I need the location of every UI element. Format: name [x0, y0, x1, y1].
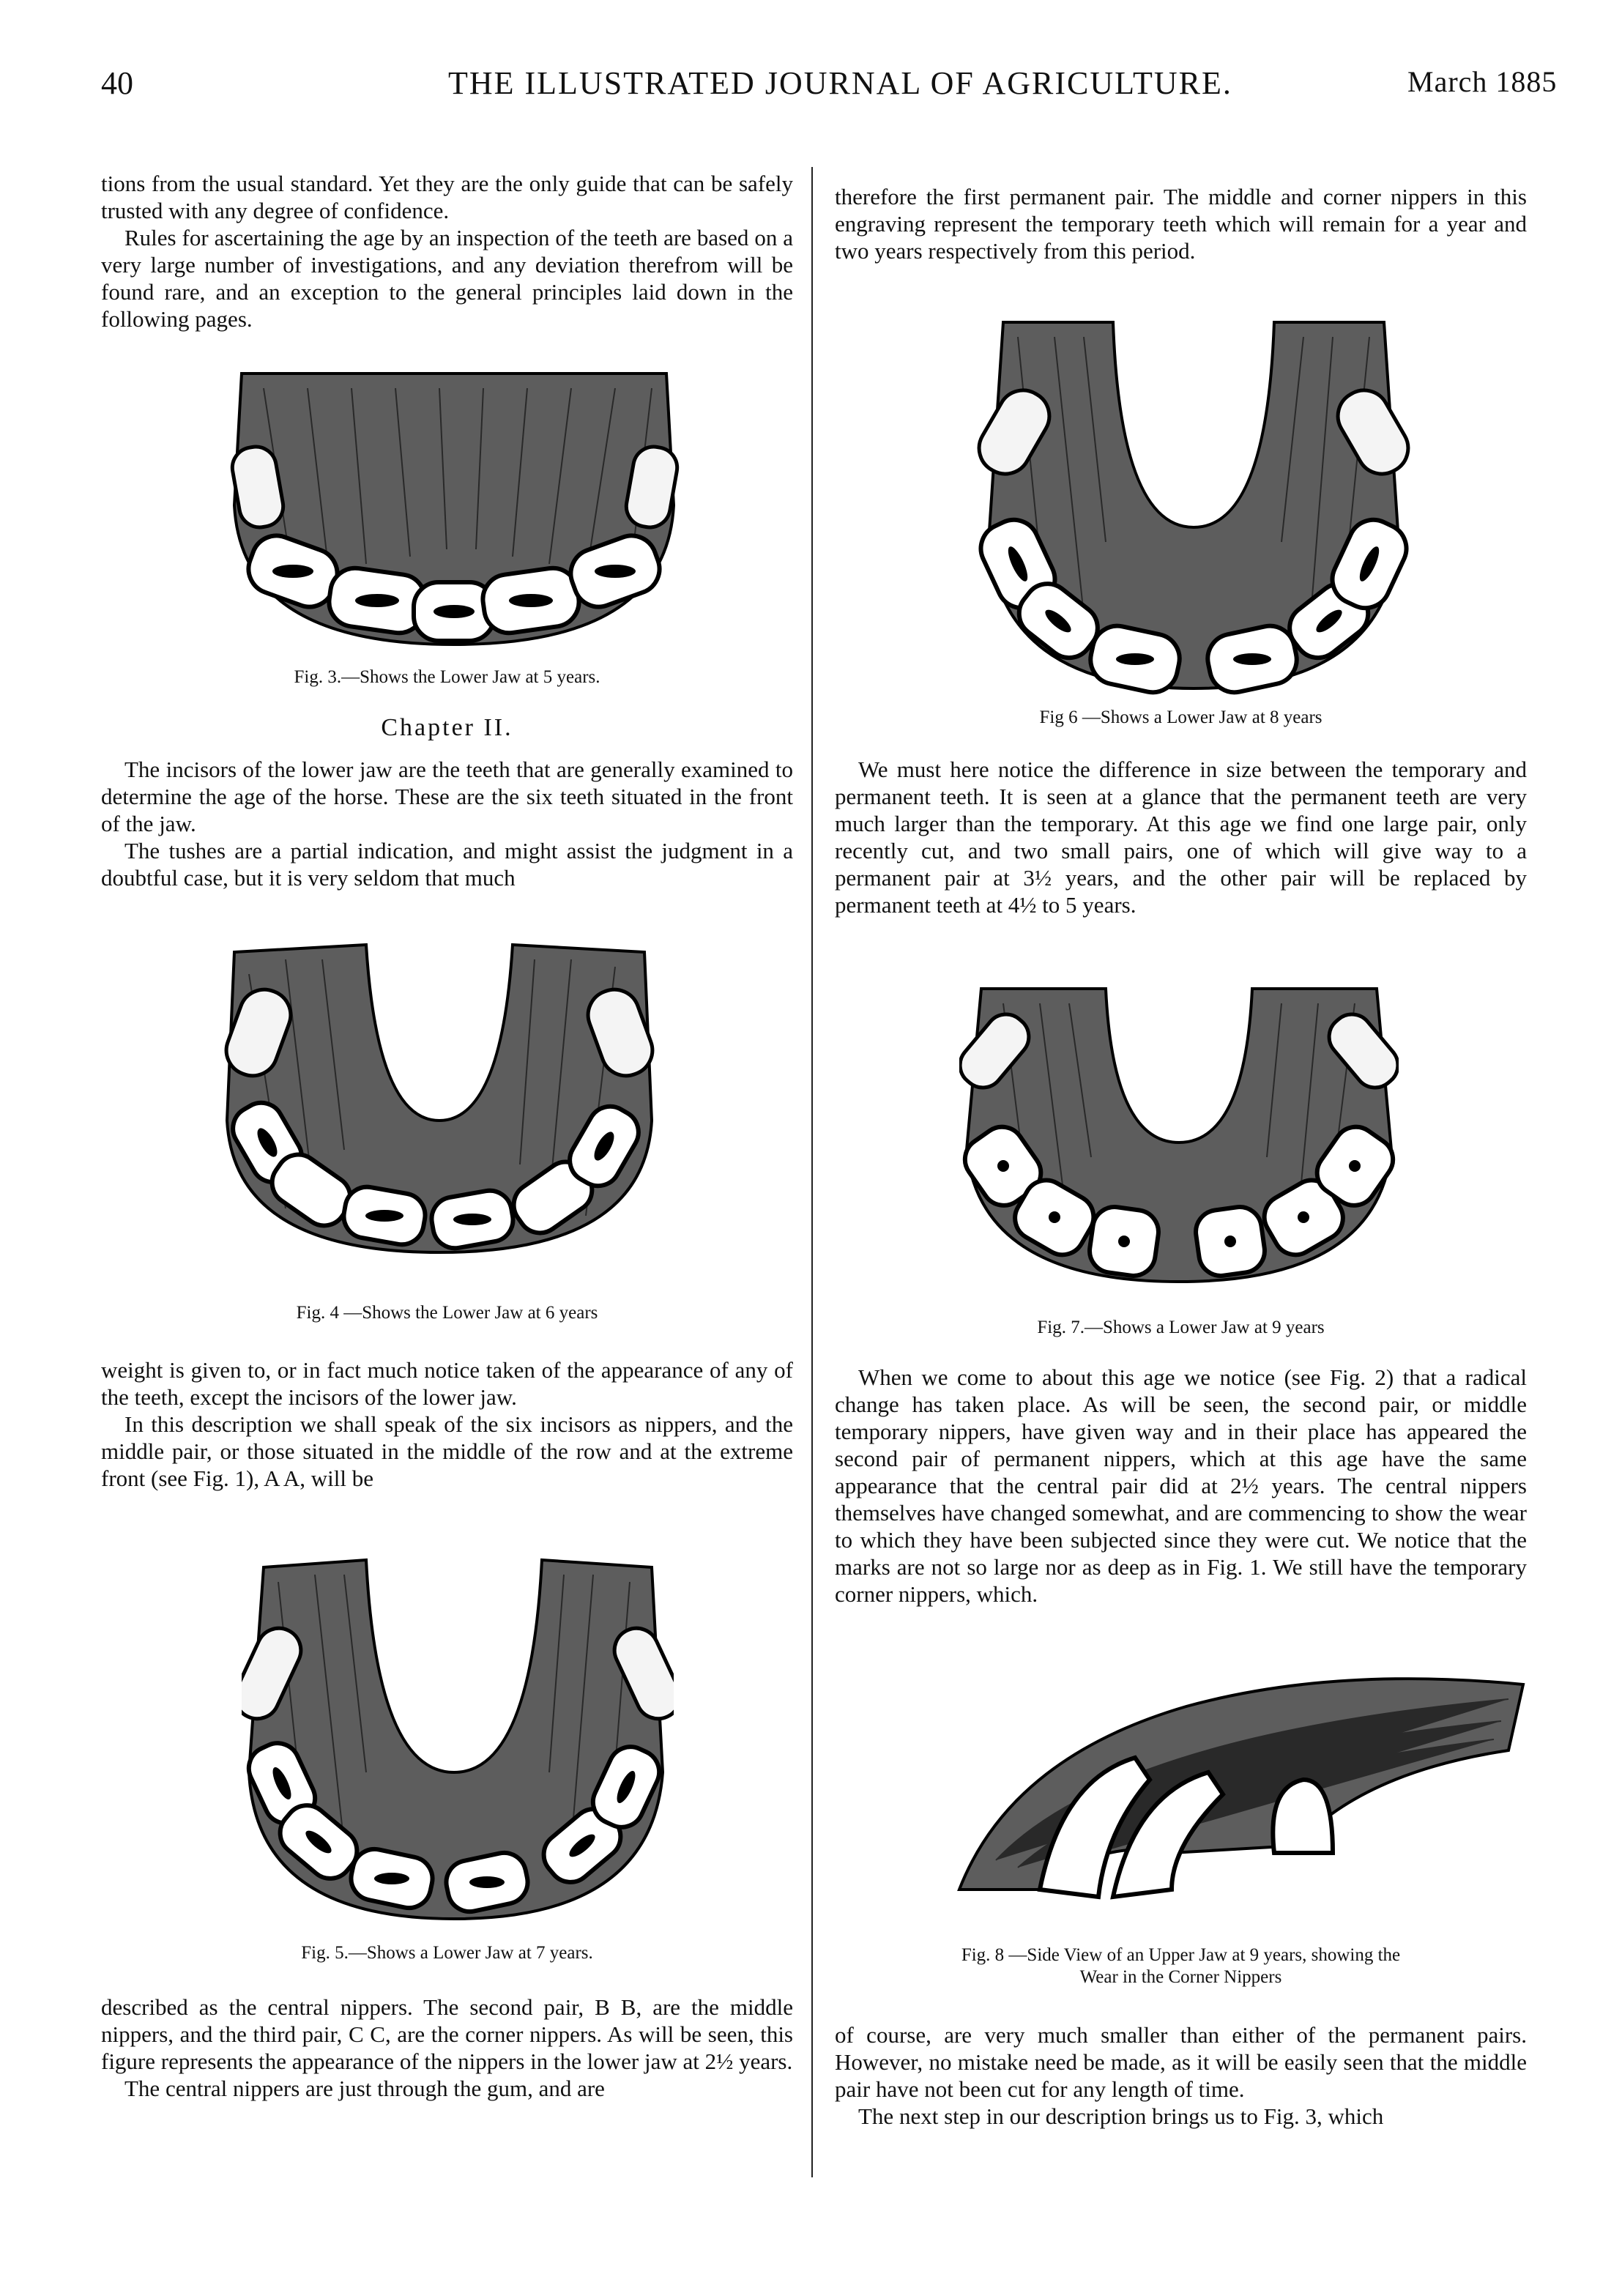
- right-text-block-1: [835, 183, 1527, 264]
- right-text-block-4: [835, 2021, 1527, 2130]
- left-text-block-1: [101, 170, 793, 332]
- page-number: 40: [101, 65, 133, 101]
- paragraph: described as the central nippers. The second pair, B B, are the middle nippers, and the third pair, C C, are the corner nippers. As will be seen, this figure represents the appearance of the nippers in the lower jaw at 2½ years.: [101, 1994, 793, 2074]
- figure-8-caption-line-2: Wear in the Corner Nippers: [1079, 1967, 1282, 1987]
- figure-4-lower-jaw: [220, 930, 659, 1274]
- figure-3-caption: Fig. 3.—Shows the Lower Jaw at 5 years.: [294, 667, 600, 687]
- figure-7-caption: Fig. 7.—Shows a Lower Jaw at 9 years: [1037, 1318, 1325, 1337]
- paragraph: The tushes are a partial indication, and might assist the judgment in a doubtful case, but it is very seldom that much: [101, 838, 793, 891]
- paragraph: We must here notice the difference in size between the temporary and permanent teeth. It is seen at a glance that the permanent teeth are very much larger than the temporary. At this age we find one large pair, only recently cut, and two small pairs, one of which will give way to a permanent pair at 3½ years, and the other pair will be replaced by permanent teeth at 4½ to 5 years.: [835, 757, 1527, 918]
- figure-5-caption: Fig. 5.—Shows a Lower Jaw at 7 years.: [301, 1943, 593, 1963]
- journal-title: THE ILLUSTRATED JOURNAL OF AGRICULTURE.: [448, 65, 1232, 101]
- figure-8-caption-line-1: Fig. 8 —Side View of an Upper Jaw at 9 years, showing the: [961, 1945, 1401, 1965]
- figure-8-caption: [835, 1944, 1527, 1988]
- paragraph: therefore the first permanent pair. The middle and corner nippers in this engraving represent the temporary teeth which will remain for a year and two years respectively from this period.: [835, 184, 1527, 264]
- figure-7-lower-jaw: [959, 974, 1399, 1296]
- paragraph: tions from the usual standard. Yet they are the only guide that can be safely trusted with any degree of confidence.: [101, 171, 793, 223]
- right-text-block-3: [835, 1364, 1527, 1608]
- paragraph: The central nippers are just through the gum, and are: [124, 2076, 605, 2101]
- figure-3-lower-jaw: [220, 359, 688, 666]
- issue-date: March 1885: [1407, 65, 1558, 98]
- figure-5-lower-jaw: [242, 1553, 674, 1941]
- column-divider: [811, 167, 813, 2177]
- paragraph: The next step in our description brings us to Fig. 3, which: [858, 2103, 1384, 2129]
- figure-6-caption: Fig 6 —Shows a Lower Jaw at 8 years: [1039, 707, 1322, 727]
- left-text-block-3: [101, 1356, 793, 1492]
- right-text-block-2: [835, 756, 1527, 918]
- paragraph: of course, are very much smaller than either of the permanent pairs. However, no mistake need be made, as it will be easily seen that the middle pair have not been cut for any length of time.: [835, 2022, 1527, 2102]
- paragraph: weight is given to, or in fact much notice taken of the appearance of any of the teeth, except the incisors of the lower jaw.: [101, 1357, 793, 1410]
- paragraph: In this description we shall speak of the six incisors as nippers, and the middle pair, or those situated in the middle of the row and at the extreme front (see Fig. 1), A A, will be: [101, 1411, 793, 1491]
- paragraph: The incisors of the lower jaw are the teeth that are generally examined to determine the age of the horse. These are the six teeth situated in the front of the jaw.: [101, 757, 793, 836]
- figure-8-upper-jaw-side-view: [952, 1670, 1530, 1904]
- left-text-block-4: [101, 1994, 793, 2102]
- left-text-block-2: [101, 756, 793, 891]
- paragraph: Rules for ascertaining the age by an inspection of the teeth are based on a very large number of investigations, and any deviation therefrom will be found rare, and an exception to the general principles laid down in the following pages.: [101, 225, 793, 332]
- figure-6-lower-jaw: [974, 308, 1413, 703]
- paragraph: When we come to about this age we notice (see Fig. 2) that a radical change has taken place. As will be seen, the second pair, or middle temporary nippers, have given way and in their place has appeared the second pair of permanent nippers, which at this age have the same appearance that the central pair did at 2½ years. The central nippers themselves have changed somewhat, and are commencing to show the wear to which they have been subjected since they were cut. We notice that the marks are not so large nor as deep as in Fig. 1. We still have the temporary corner nippers, which.: [835, 1364, 1527, 1607]
- chapter-heading: Chapter II.: [381, 714, 513, 741]
- figure-4-caption: Fig. 4 —Shows the Lower Jaw at 6 years: [296, 1303, 598, 1323]
